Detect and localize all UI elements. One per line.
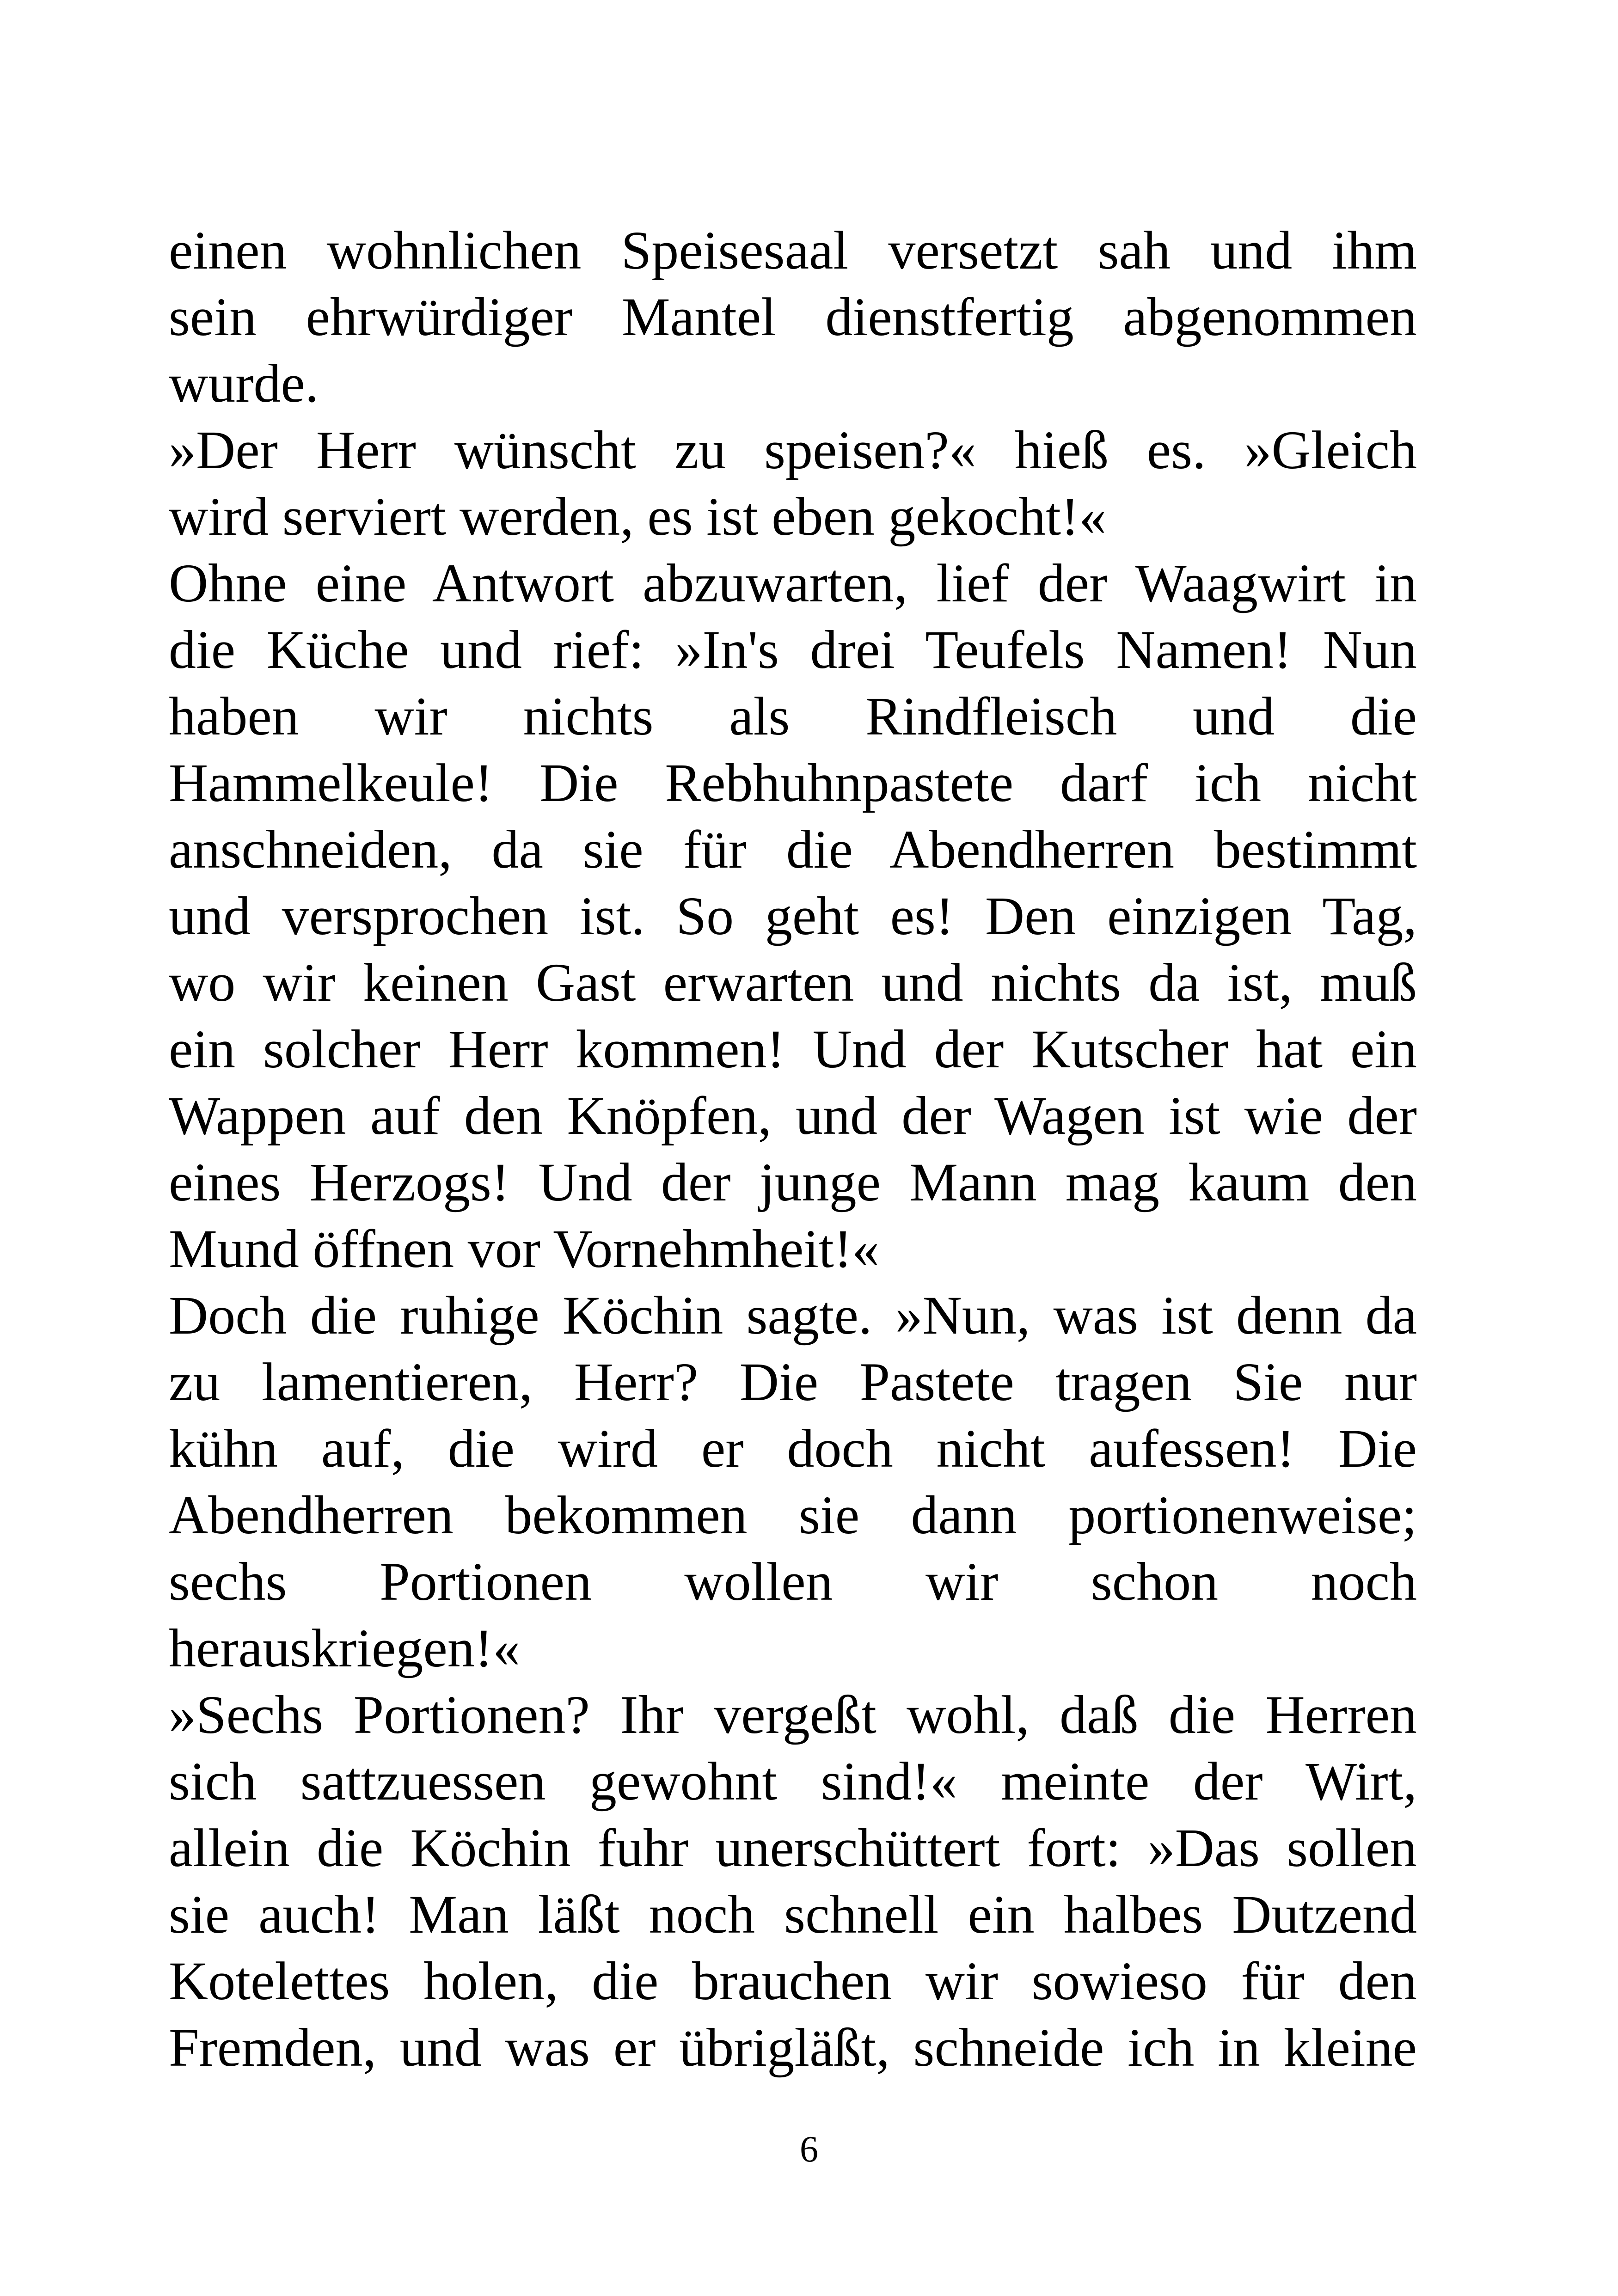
text-line: eines Herzogs! Und der junge Mann mag kaum den xyxy=(169,1152,1417,1212)
text-line: einen wohnlichen Speisesaal versetzt sah und ihm xyxy=(169,220,1417,281)
text-line: wird serviert werden, es ist eben gekocht!« xyxy=(169,486,1107,547)
text-line: sie auch! Man läßt noch schnell ein halbes Dutzend xyxy=(169,1884,1417,1945)
text-line: die Küche und rief: »In's drei Teufels Namen! Nun xyxy=(169,619,1417,680)
text-line: »Der Herr wünscht zu speisen?« hieß es. »Gleich xyxy=(169,420,1417,480)
text-line: Doch die ruhige Köchin sagte. »Nun, was ist denn da xyxy=(169,1285,1417,1346)
text-line: haben wir nichts als Rindfleisch und die xyxy=(169,686,1417,747)
text-line: Wappen auf den Knöpfen, und der Wagen ist wie der xyxy=(169,1085,1417,1146)
text-line: sich sattzuessen gewohnt sind!« meinte der Wirt, xyxy=(169,1751,1417,1812)
text-line: Ohne eine Antwort abzuwarten, lief der Waagwirt in xyxy=(169,553,1417,613)
text-line: herauskriegen!« xyxy=(169,1618,521,1678)
text-line: »Sechs Portionen? Ihr vergeßt wohl, daß die Herren xyxy=(169,1684,1417,1745)
text-line: Mund öffnen vor Vornehmheit!« xyxy=(169,1218,880,1279)
page-number: 6 xyxy=(800,2129,818,2170)
text-line: Hammelkeule! Die Rebhuhnpastete darf ich nicht xyxy=(169,753,1417,813)
text-line: wo wir keinen Gast erwarten und nichts da ist, muß xyxy=(169,952,1417,1013)
text-line: zu lamentieren, Herr? Die Pastete tragen Sie nur xyxy=(169,1352,1417,1412)
text-line: anschneiden, da sie für die Abendherren bestimmt xyxy=(169,819,1417,880)
text-line: sechs Portionen wollen wir schon noch xyxy=(169,1551,1417,1612)
text-line: Fremden, und was er übrigläßt, schneide ich in kleine xyxy=(169,2017,1417,2078)
text-line: kühn auf, die wird er doch nicht aufessen! Die xyxy=(169,1418,1417,1479)
text-line: wurde. xyxy=(169,353,319,414)
text-line: Kotelettes holen, die brauchen wir sowieso für den xyxy=(169,1951,1417,2011)
text-line: allein die Köchin fuhr unerschüttert fort: »Das sollen xyxy=(169,1818,1417,1878)
text-line: Abendherren bekommen sie dann portionenweise; xyxy=(169,1485,1417,1545)
text-line: sein ehrwürdiger Mantel dienstfertig abgenommen xyxy=(169,287,1417,347)
text-line: ein solcher Herr kommen! Und der Kutscher hat ein xyxy=(169,1019,1417,1079)
body-text xyxy=(169,217,1417,2081)
text-line: und versprochen ist. So geht es! Den einzigen Tag, xyxy=(169,886,1417,946)
